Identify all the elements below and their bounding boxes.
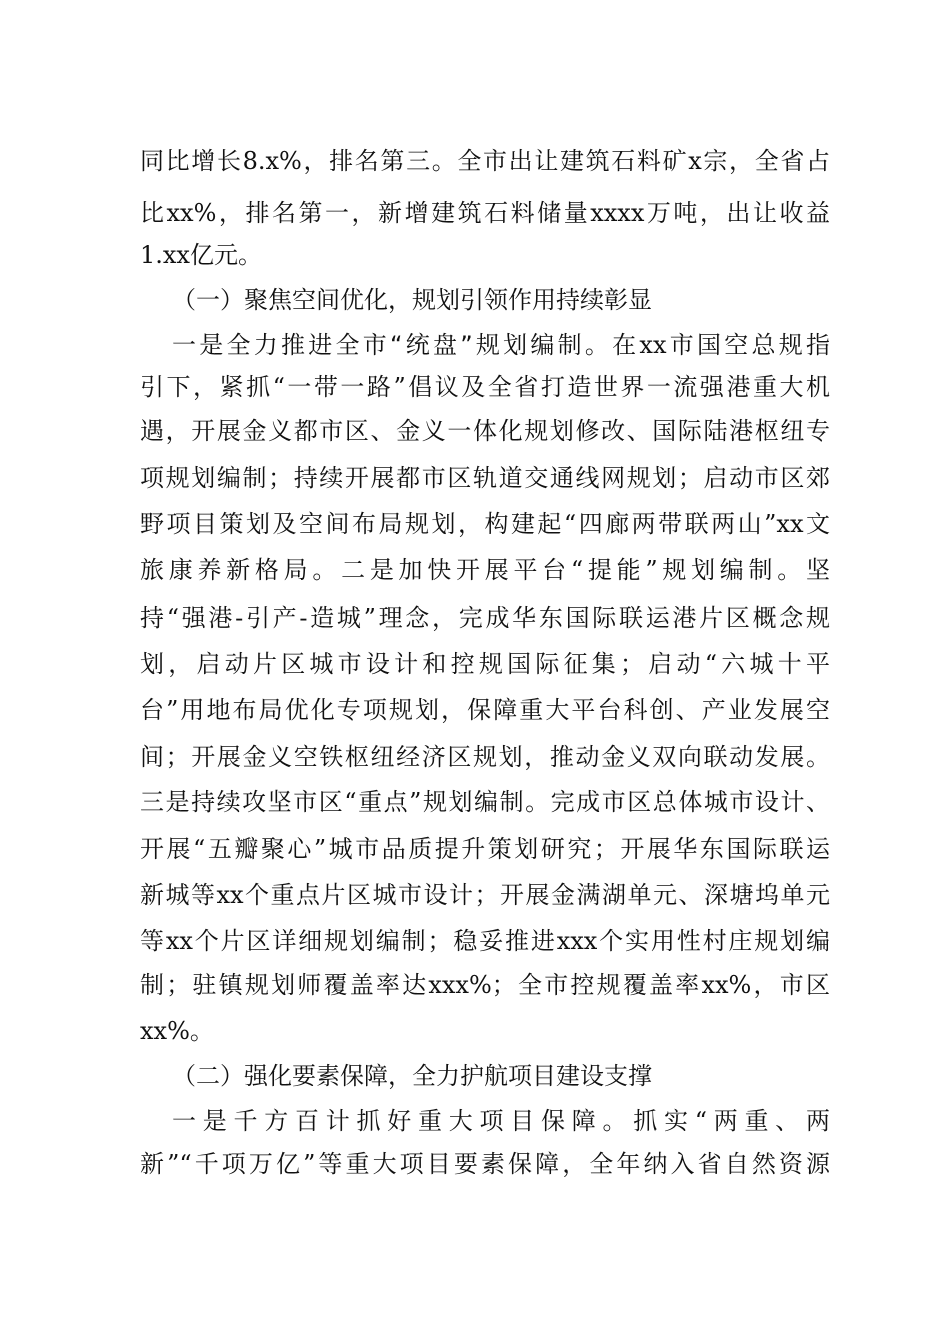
- body-text-line: 等xx个片区详细规划编制；稳妥推进xxx个实用性村庄规划编: [140, 927, 830, 955]
- section-heading: （一）聚焦空间优化，规划引领作用持续彰显: [172, 286, 652, 314]
- body-text-line: 制；驻镇规划师覆盖率达xxx%；全市控规覆盖率xx%，市区: [140, 971, 830, 999]
- body-text-line: 比xx%，排名第一，新增建筑石料储量xxxx万吨，出让收益: [140, 199, 830, 227]
- body-text-line: 开展“五瓣聚心”城市品质提升策划研究；开展华东国际联运: [140, 835, 830, 863]
- body-text-line: 旅康养新格局。二是加快开展平台“提能”规划编制。坚: [140, 556, 830, 584]
- body-text-line: xx%。: [140, 1017, 214, 1045]
- body-text-line: [172, 1101, 830, 1141]
- body-text-line: 1.xx亿元。: [140, 241, 262, 269]
- body-text-segment: 抓实“两重、两: [633, 1107, 830, 1135]
- body-text-line: 项规划编制；持续开展都市区轨道交通线网规划；启动市区郊: [140, 464, 830, 492]
- body-text-line: 划，启动片区城市设计和控规国际征集；启动“六城十平: [140, 650, 830, 678]
- body-text-line: 三是持续攻坚市区“重点”规划编制。完成市区总体城市设计、: [140, 788, 830, 816]
- body-text-segment: 在xx市国空总规指: [612, 331, 830, 359]
- body-text-line: 遇，开展金义都市区、金义一体化规划修改、国际陆港枢纽专: [140, 417, 830, 445]
- body-text-line: 新城等xx个重点片区城市设计；开展金满湖单元、深塘坞单元: [140, 881, 830, 909]
- section-heading: （二）强化要素保障，全力护航项目建设支撑: [172, 1062, 652, 1090]
- lead-sentence: 一是千方百计抓好重大项目保障。: [172, 1107, 634, 1135]
- body-text-line: 间；开展金义空铁枢纽经济区规划，推动金义双向联动发展。: [140, 743, 830, 771]
- body-text-line: 同比增长8.x%，排名第三。全市出让建筑石料矿x宗，全省占: [140, 147, 830, 175]
- body-text-line: [172, 325, 830, 365]
- body-text-line: 新”“千项万亿”等重大项目要素保障，全年纳入省自然资源: [140, 1150, 830, 1178]
- body-text-line: 引下，紧抓“一带一路”倡议及全省打造世界一流强港重大机: [140, 373, 830, 401]
- body-text-line: 野项目策划及空间布局规划，构建起“四廊两带联两山”xx文: [140, 510, 830, 538]
- body-text-line: 台”用地布局优化专项规划，保障重大平台科创、产业发展空: [140, 696, 830, 724]
- body-text-line: 持“强港-引产-造城”理念，完成华东国际联运港片区概念规: [140, 604, 830, 632]
- lead-sentence: 一是全力推进全市“统盘”规划编制。: [172, 331, 613, 359]
